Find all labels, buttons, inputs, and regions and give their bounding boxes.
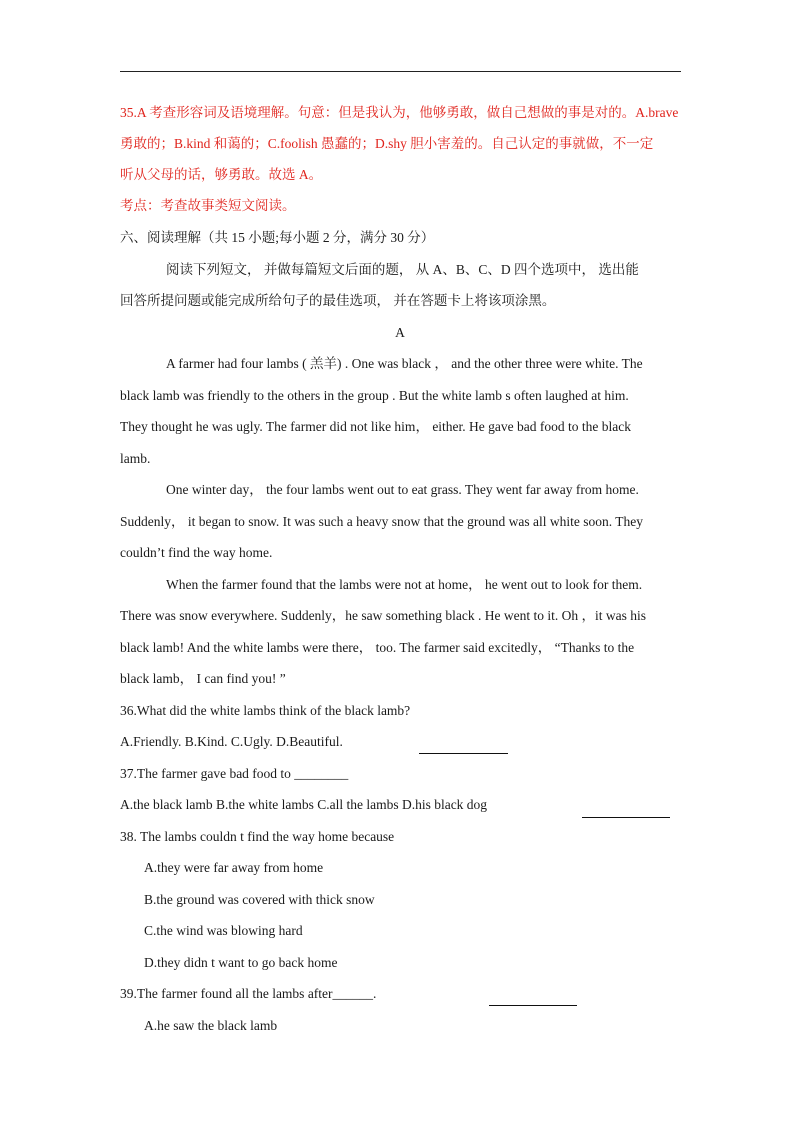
question-39-option-a: A.he saw the black lamb bbox=[144, 1018, 278, 1033]
header-rule bbox=[120, 71, 681, 72]
question-36: 36.What did the white lambs think of the black lamb? bbox=[120, 703, 411, 718]
passage-p2-line-3: couldn’t find the way home. bbox=[120, 545, 273, 560]
section-heading: 六、阅读理解（共 15 小题;每小题 2 分，满分 30 分） bbox=[120, 230, 435, 245]
question-38: 38. The lambs couldn t find the way home because bbox=[120, 829, 395, 844]
question-37: 37.The farmer gave bad food to ________ bbox=[120, 766, 349, 781]
answer-blank-37[interactable] bbox=[582, 817, 670, 818]
passage-p2-line-2: Suddenly， it began to snow. It was such a heavy snow that the ground was all white soon. They bbox=[120, 514, 644, 529]
passage-p1-line-2: black lamb was friendly to the others in the group . But the white lamb s often laughed at him. bbox=[120, 388, 629, 403]
passage-p3-line-2: There was snow everywhere. Suddenly，he saw something black . He went to it. Oh ，it was his bbox=[120, 608, 647, 623]
passage-p3-line-4: black lamb， I can find you! ” bbox=[120, 671, 286, 686]
question-38-option-d: D.they didn t want to go back home bbox=[144, 955, 338, 970]
question-39: 39.The farmer found all the lambs after______. bbox=[120, 986, 377, 1001]
explanation-line-1: 35.A 考查形容词及语境理解。句意：但是我认为，他够勇敢，做自己想做的事是对的。A.brave bbox=[120, 105, 679, 120]
question-37-options: A.the black lamb B.the white lambs C.all the lambs D.his black dog bbox=[120, 797, 488, 812]
key-point: 考点：考查故事类短文阅读。 bbox=[120, 198, 296, 213]
passage-p2-line-1: One winter day， the four lambs went out to eat grass. They went far away from home. bbox=[166, 482, 639, 497]
passage-p3-line-3: black lamb! And the white lambs were there， too. The farmer said excitedly， “Thanks to the bbox=[120, 640, 635, 655]
answer-blank-36[interactable] bbox=[419, 753, 508, 754]
passage-p3-line-1: When the farmer found that the lambs were not at home， he went out to look for them. bbox=[166, 577, 643, 592]
passage-p1-line-4: lamb. bbox=[120, 451, 151, 466]
explanation-line-3: 听从父母的话，够勇敢。故选 A。 bbox=[120, 167, 323, 182]
passage-p1-line-1: A farmer had four lambs ( 羔羊) . One was black ， and the other three were white. The bbox=[166, 356, 643, 371]
question-38-option-b: B.the ground was covered with thick snow bbox=[144, 892, 375, 907]
question-38-option-a: A.they were far away from home bbox=[144, 860, 324, 875]
question-38-option-c: C.the wind was blowing hard bbox=[144, 923, 303, 938]
instruction-line-2: 回答所提问题或能完成所给句子的最佳选项， 并在答题卡上将该项涂黑。 bbox=[120, 293, 556, 308]
passage-title: A bbox=[395, 325, 405, 340]
question-36-options: A.Friendly. B.Kind. C.Ugly. D.Beautiful. bbox=[120, 734, 343, 749]
instruction-line-1: 阅读下列短文， 并做每篇短文后面的题， 从 A、B、C、D 四个选项中， 选出能 bbox=[166, 262, 639, 277]
passage-p1-line-3: They thought he was ugly. The farmer did not like him， either. He gave bad food to the black bbox=[120, 419, 631, 434]
explanation-line-2: 勇敢的；B.kind 和蔼的；C.foolish 愚蠢的；D.shy 胆小害羞的。自己认定的事就做，不一定 bbox=[120, 136, 654, 151]
answer-blank-39[interactable] bbox=[489, 1005, 577, 1006]
